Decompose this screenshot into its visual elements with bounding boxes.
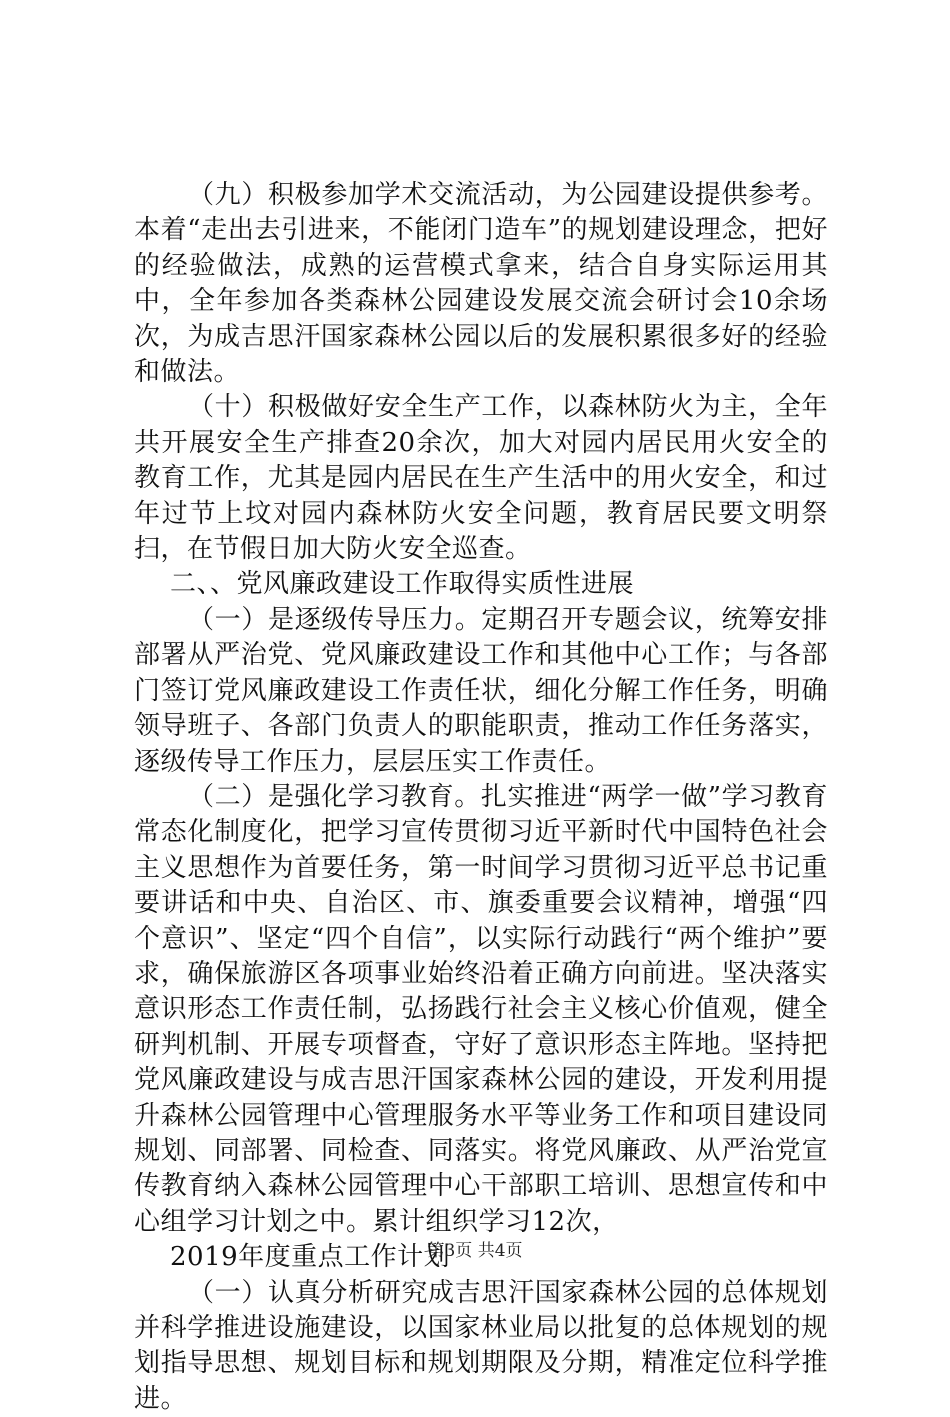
section-heading-party-conduct: 二、、党风廉政建设工作取得实质性进展: [170, 569, 635, 600]
paragraph-item-9: （九）积极参加学术交流活动，为公园建设提供参考。本着“走出去引进来，不能闭门造车”的规划建设理念，把好的经验做法，成熟的运营模式拿来，结合自身实际运用其中，全年参加各类森林公园建设发展交流会研讨会10余场次，为成吉思汗国家森林公园以后的发展积累很多好的经验和做法。: [134, 180, 828, 388]
section-heading-2019-plan: 2019年度重点工作计划: [170, 1242, 451, 1273]
paragraph-pressure-transmission: （一）是逐级传导压力。定期召开专题会议，统筹安排部署从严治党、党风廉政建设工作和其他中心工作；与各部门签订党风廉政建设工作责任状，细化分解工作任务，明确领导班子、各部门负责人的职能职责，推动工作任务落实，逐级传导工作压力，层层压实工作责任。: [134, 604, 828, 777]
document-body: [134, 178, 828, 1417]
page-footer: 第3页 共4页: [427, 1241, 523, 1261]
paragraph-study-education: （二）是强化学习教育。扎实推进“两学一做”学习教育常态化制度化，把学习宣传贯彻习近平新时代中国特色社会主义思想作为首要任务，第一时间学习贯彻习近平总书记重要讲话和中央、自治区、市、旗委重要会议精神，增强“四个意识”、坚定“四个自信”，以实际行动践行“两个维护”要求，确保旅游区各项事业始终沿着正确方向前进。坚决落实意识形态工作责任制，弘扬践行社会主义核心价值观，健全研判机制、开展专项督查，守好了意识形态主阵地。坚持把党风廉政建设与成吉思汗国家森林公园的建设，开发利用提升森林公园管理中心管理服务水平等业务工作和项目建设同规划、同部署、同检查、同落实。将党风廉政、从严治党宣传教育纳入森林公园管理中心干部职工培训、思想宣传和中心组学习计划之中。累计组织学习12次，: [134, 781, 828, 1237]
paragraph-item-10: （十）积极做好安全生产工作，以森林防火为主，全年共开展安全生产排查20余次，加大对园内居民用火安全的教育工作，尤其是园内居民在生产生活中的用火安全，和过年过节上坟对园内森林防火安全问题，教育居民要文明祭扫，在节假日加大防火安全巡查。: [134, 392, 828, 565]
paragraph-plan-item-1: （一）认真分析研究成吉思汗国家森林公园的总体规划并科学推进设施建设，以国家林业局以批复的总体规划的规划指导思想、规划目标和规划期限及分期，精准定位科学推进。: [134, 1277, 828, 1414]
